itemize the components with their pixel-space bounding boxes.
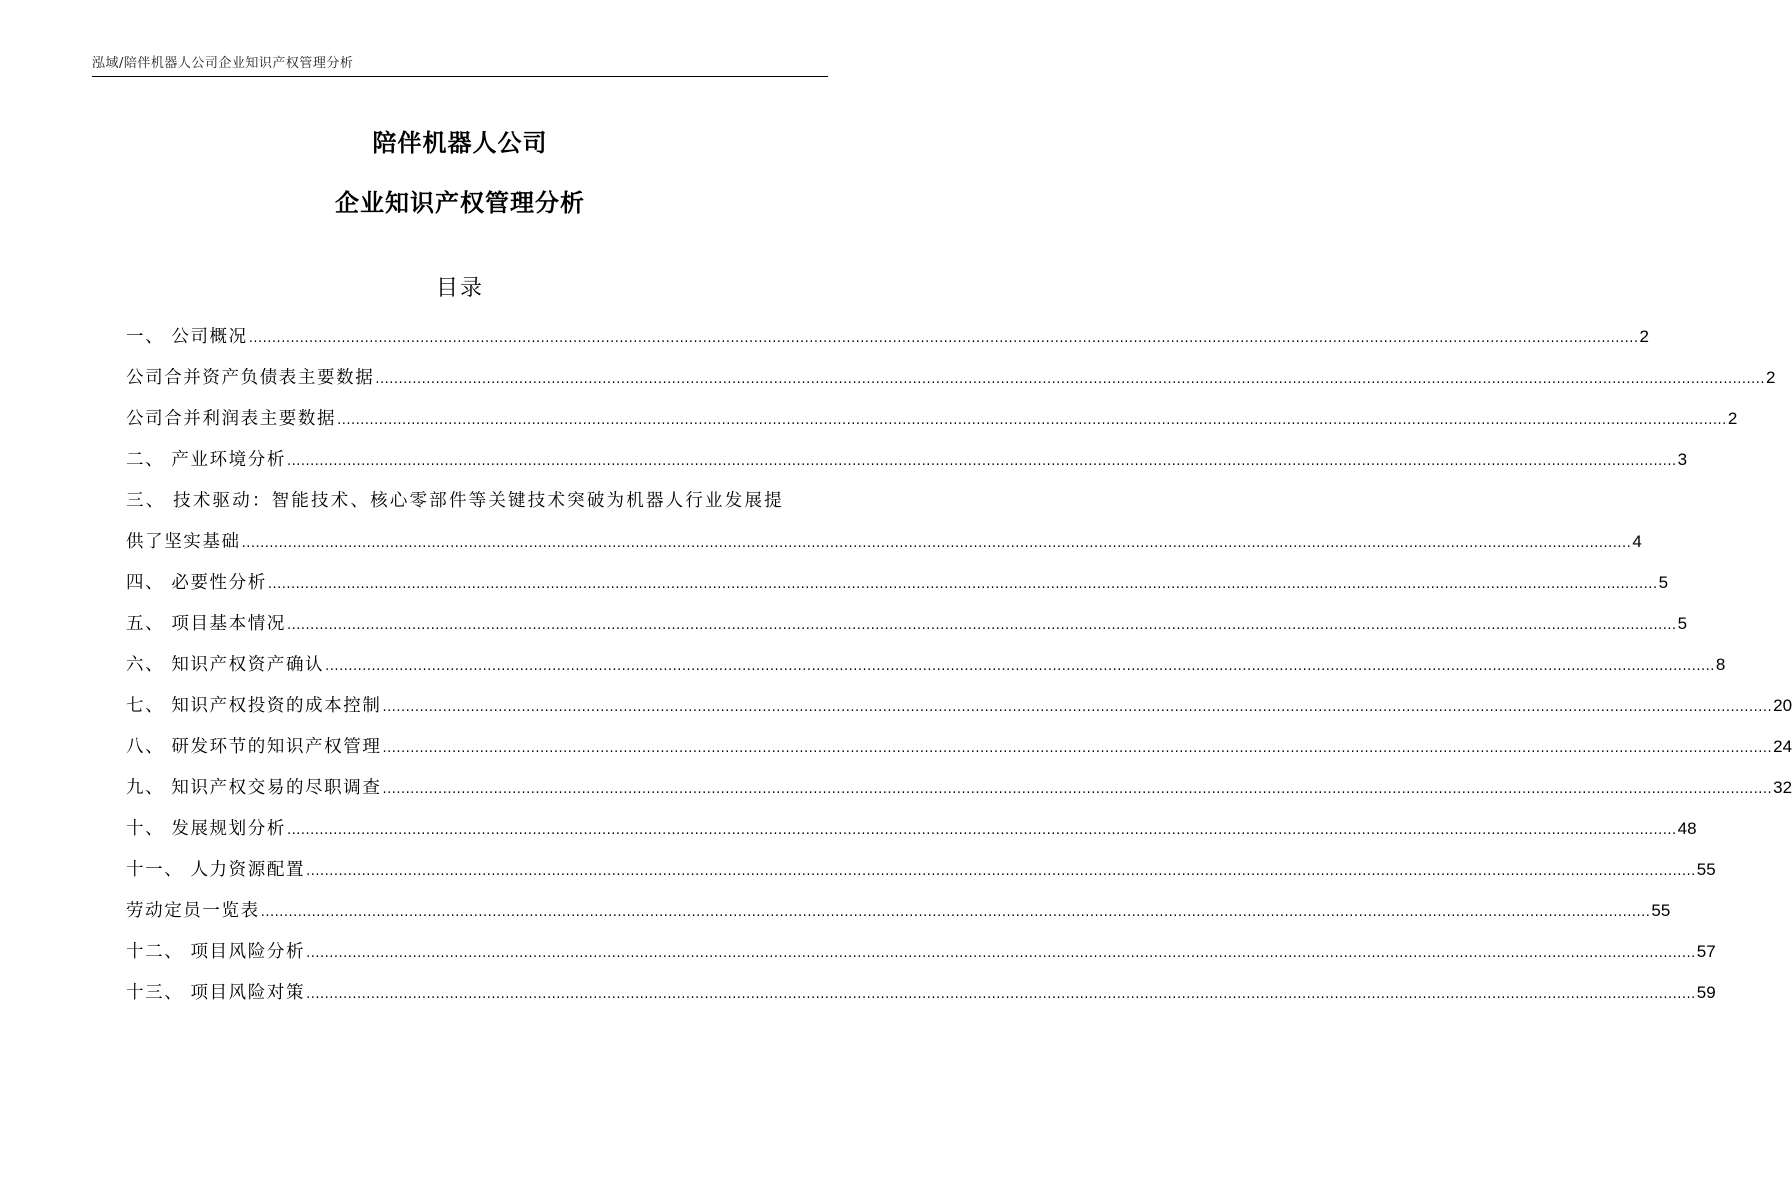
toc-entry[interactable]	[126, 568, 1669, 609]
toc-entry-page: 5	[1658, 573, 1669, 592]
toc-entry-label: 六、 知识产权资产确认	[126, 655, 325, 675]
toc-entry-label: 公司合并利润表主要数据	[126, 409, 337, 429]
toc-entry-label: 四、 必要性分析	[126, 573, 267, 593]
toc-entry-label: 一、 公司概况	[126, 327, 248, 347]
toc-entry[interactable]	[126, 978, 1716, 1019]
toc-entry-label: 公司合并资产负债表主要数据	[126, 368, 375, 388]
toc-entry[interactable]	[126, 937, 1716, 978]
toc-entry[interactable]	[126, 322, 1649, 363]
toc-entry-label: 九、 知识产权交易的尽职调查	[126, 778, 382, 798]
toc-leader-dots: ............................................................................................................................................................................................................................................................................................................	[337, 413, 1727, 428]
toc-entry-label: 劳动定员一览表	[126, 901, 260, 921]
toc-entry-page: 2	[1639, 327, 1649, 346]
toc-entry-label: 十二、 项目风险分析	[126, 942, 306, 962]
toc-leader-dots: ............................................................................................................................................................................................................................................................................................................	[306, 987, 1696, 1002]
toc-entry-page: 8	[1715, 655, 1726, 674]
toc-entry-line1[interactable]	[126, 486, 828, 527]
toc-leader-dots: ............................................................................................................................................................................................................................................................................................................	[286, 618, 1677, 633]
toc-heading: 目录	[435, 276, 484, 301]
toc-entry-page: 5	[1677, 614, 1688, 633]
toc-leader-dots: ............................................................................................................................................................................................................................................................................................................	[241, 536, 1632, 551]
toc-entry-page: 2	[1766, 368, 1776, 387]
toc-entry-label: 供了坚实基础	[126, 532, 241, 552]
toc-entry-label: 十三、 项目风险对策	[126, 983, 306, 1003]
toc-leader-dots: ............................................................................................................................................................................................................................................................................................................	[382, 700, 1773, 715]
toc-leader-dots: ............................................................................................................................................................................................................................................................................................................	[325, 659, 1715, 674]
toc-entry-label-line1: 三、 技术驱动：智能技术、核心零部件等关键技术突破为机器人行业发展提	[126, 491, 784, 511]
toc-entry-label: 十、 发展规划分析	[126, 819, 286, 839]
toc-entry[interactable]	[126, 691, 1792, 732]
table-of-contents	[126, 322, 1792, 1019]
toc-entry-page: 3	[1677, 450, 1688, 469]
toc-leader-dots: ............................................................................................................................................................................................................................................................................................................	[382, 782, 1773, 797]
toc-entry-label: 五、 项目基本情况	[126, 614, 286, 634]
toc-entry-label: 二、 产业环境分析	[126, 450, 286, 470]
toc-leader-dots: ............................................................................................................................................................................................................................................................................................................	[267, 577, 1658, 592]
toc-entry[interactable]	[126, 609, 1688, 650]
toc-entry-label: 七、 知识产权投资的成本控制	[126, 696, 382, 716]
toc-entry[interactable]	[126, 445, 1688, 486]
toc-entry-page: 24	[1773, 737, 1792, 756]
toc-entry-page: 20	[1773, 696, 1792, 715]
toc-entry[interactable]	[126, 896, 1671, 937]
toc-leader-dots: ............................................................................................................................................................................................................................................................................................................	[306, 946, 1696, 961]
toc-entry[interactable]	[126, 773, 1792, 814]
toc-entry[interactable]	[126, 814, 1697, 855]
toc-leader-dots: ............................................................................................................................................................................................................................................................................................................	[375, 372, 1766, 387]
toc-entry-page: 2	[1727, 409, 1738, 428]
toc-leader-dots: ............................................................................................................................................................................................................................................................................................................	[306, 864, 1696, 879]
toc-entry-page: 57	[1696, 942, 1716, 961]
toc-entry[interactable]	[126, 404, 1738, 445]
toc-entry-page: 32	[1773, 778, 1792, 797]
toc-entry-line2[interactable]	[126, 527, 1642, 568]
toc-leader-dots: ............................................................................................................................................................................................................................................................................................................	[382, 741, 1773, 756]
header-rule	[92, 76, 828, 77]
toc-entry-page: 4	[1632, 532, 1642, 551]
toc-entry[interactable]	[126, 732, 1792, 773]
document-title-line1: 陪伴机器人公司	[372, 129, 548, 157]
running-header: 泓域/陪伴机器人公司企业知识产权管理分析	[92, 56, 354, 71]
toc-entry[interactable]	[126, 650, 1726, 691]
toc-entry-page: 55	[1696, 860, 1716, 879]
toc-entry-label: 八、 研发环节的知识产权管理	[126, 737, 382, 757]
document-title-line2: 企业知识产权管理分析	[335, 189, 585, 217]
toc-leader-dots: ............................................................................................................................................................................................................................................................................................................	[286, 823, 1677, 838]
toc-entry-page: 59	[1696, 983, 1716, 1002]
toc-entry[interactable]	[126, 363, 1776, 404]
toc-entry-page: 55	[1651, 901, 1671, 920]
toc-leader-dots: ............................................................................................................................................................................................................................................................................................................	[248, 331, 1639, 346]
toc-leader-dots: ............................................................................................................................................................................................................................................................................................................	[260, 905, 1651, 920]
toc-entry[interactable]	[126, 855, 1716, 896]
toc-leader-dots: ............................................................................................................................................................................................................................................................................................................	[286, 454, 1677, 469]
toc-entry-label: 十一、 人力资源配置	[126, 860, 306, 880]
toc-entry-page: 48	[1677, 819, 1697, 838]
